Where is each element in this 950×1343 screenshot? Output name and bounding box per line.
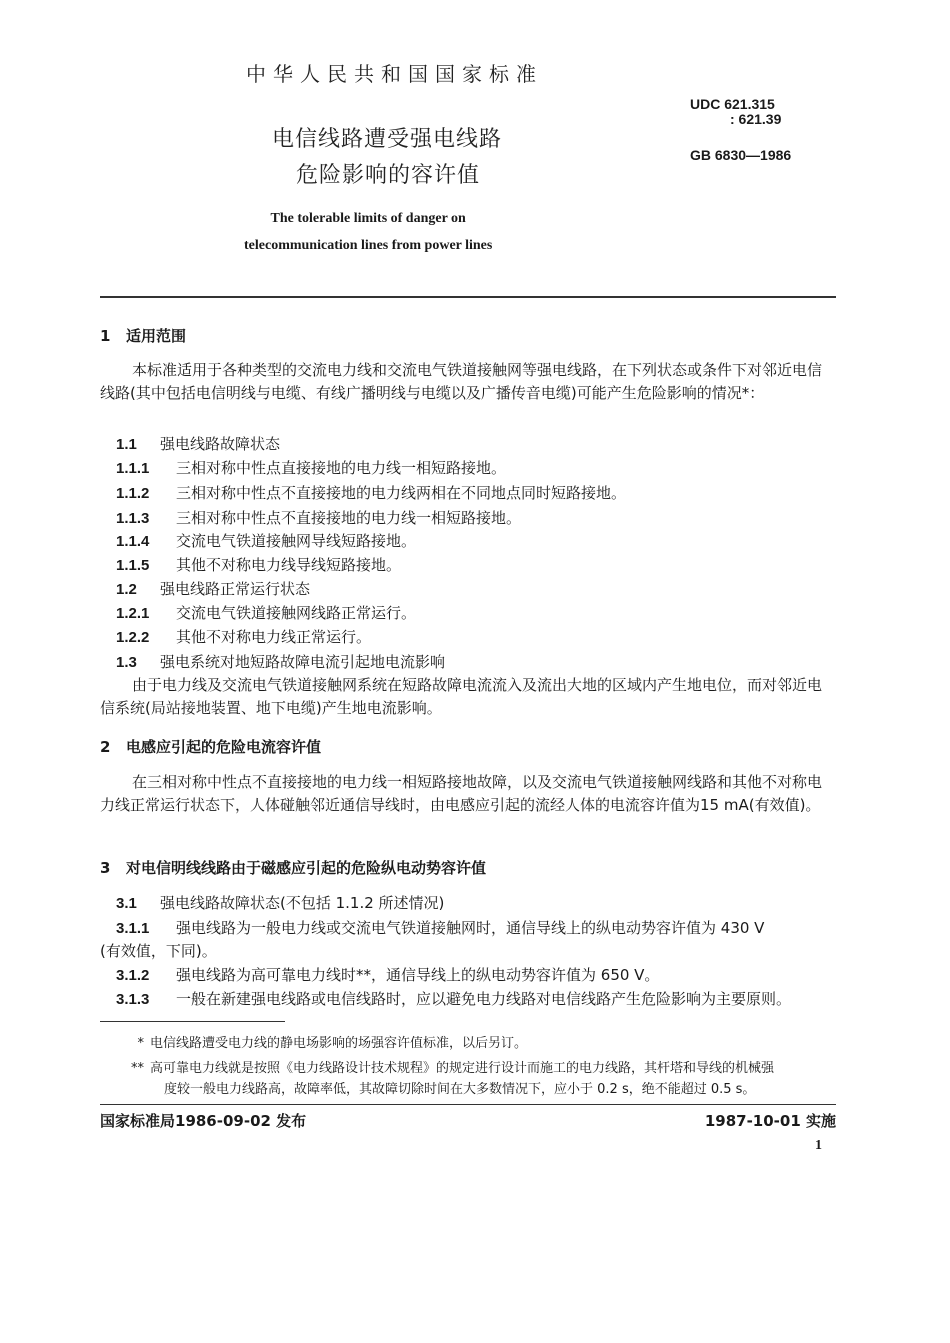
footer-divider	[100, 1104, 836, 1105]
title-en-line2: telecommunication lines from power lines	[244, 238, 493, 253]
udc-code	[690, 97, 781, 127]
list-item: 1.1 强电线路故障状态	[116, 435, 281, 453]
list-item: 1.1.5 其他不对称电力线导线短路接地。	[116, 556, 402, 574]
list-item: 1.1.3 三相对称中性点不直接接地的电力线一相短路接地。	[116, 509, 522, 527]
section-1-intro: 本标准适用于各种类型的交流电力线和交流电气铁道接触网等强电线路，在下列状态或条件下对邻近电信线路(其中包括电信明线与电缆、有线广播明线与电缆以及广播传音电缆)可能产生危险影响的情况*：	[100, 361, 823, 402]
list-item: 1.1.4 交流电气铁道接触网导线短路接地。	[116, 532, 417, 550]
page-number: 1	[815, 1138, 822, 1153]
list-item: 1.2 强电线路正常运行状态	[116, 580, 311, 598]
footnote-2: ** 高可靠电力线就是按照《电力线路设计技术规程》的规定进行设计而施工的电力线路，其杆塔和导线的机械强	[131, 1061, 775, 1076]
title-english	[244, 205, 492, 259]
section-2-body: 在三相对称中性点不直接接地的电力线一相短路接地故障，以及交流电气铁道接触网线路和其他不对称电力线正常运行状态下，人体碰触邻近通信导线时，由电感应引起的流经人体的电流容许值为15 mA(有效值)。	[100, 773, 823, 814]
list-item: 3.1.2 强电线路为高可靠电力线时**，通信导线上的纵电动势容许值为 650 V。	[116, 966, 660, 984]
list-item: 1.2.2 其他不对称电力线正常运行。	[116, 628, 372, 646]
footnote-1: * 电信线路遭受电力线的静电场影响的场强容许值标准，以后另订。	[137, 1036, 528, 1051]
udc-line1: UDC 621.315	[690, 96, 775, 112]
effective-date: 1987-10-01 实施	[704, 1112, 836, 1130]
section-3-heading: 3 对电信明线线路由于磁感应引起的危险纵电动势容许值	[100, 859, 487, 877]
title-chinese	[272, 122, 502, 194]
issue-date: 国家标准局1986-09-02 发布	[100, 1112, 307, 1130]
list-item: 1.2.1 交流电气铁道接触网线路正常运行。	[116, 604, 417, 622]
list-item: 1.1.2 三相对称中性点不直接接地的电力线两相在不同地点同时短路接地。	[116, 484, 627, 502]
list-item: 3.1.1 强电线路为一般电力线或交流电气铁道接触网时，通信导线上的纵电动势容许值为 430 V	[116, 919, 765, 937]
list-item: 1.3 强电系统对地短路故障电流引起地电流影响	[116, 653, 446, 671]
section-2-heading: 2 电感应引起的危险电流容许值	[100, 738, 322, 756]
list-item: 3.1.3 一般在新建强电线路或电信线路时，应以避免电力线路对电信线路产生危险影响为主要原则。	[116, 990, 792, 1008]
footnote-2-continuation: 度较一般电力线路高，故障率低，其故障切除时间在大多数情况下，应小于 0.2 s，绝不能超过 0.5 s。	[164, 1082, 756, 1097]
header-divider	[100, 296, 836, 298]
list-item: 3.1 强电线路故障状态(不包括 1.1.2 所述情况)	[116, 894, 445, 912]
footnote-divider	[100, 1021, 285, 1022]
title-en-line1: The tolerable limits of danger on	[270, 211, 466, 226]
section-1-heading: 1 适用范围	[100, 327, 187, 345]
item-3-1-1-continuation: (有效值，下同)。	[100, 942, 217, 960]
title-cn-line2: 危险影响的容许值	[296, 163, 481, 188]
gb-number: GB 6830—1986	[690, 147, 792, 163]
title-cn-line1: 电信线路遭受强电线路	[272, 127, 503, 152]
udc-line2: : 621.39	[730, 111, 782, 127]
section-1-closing: 由于电力线及交流电气铁道接触网系统在短路故障电流流入及流出大地的区域内产生地电位，而对邻近电信系统(局站接地装置、地下电缆)产生地电流影响。	[100, 676, 823, 717]
standard-name: 中华人民共和国国家标准	[246, 62, 543, 86]
list-item: 1.1.1 三相对称中性点直接接地的电力线一相短路接地。	[116, 459, 507, 477]
